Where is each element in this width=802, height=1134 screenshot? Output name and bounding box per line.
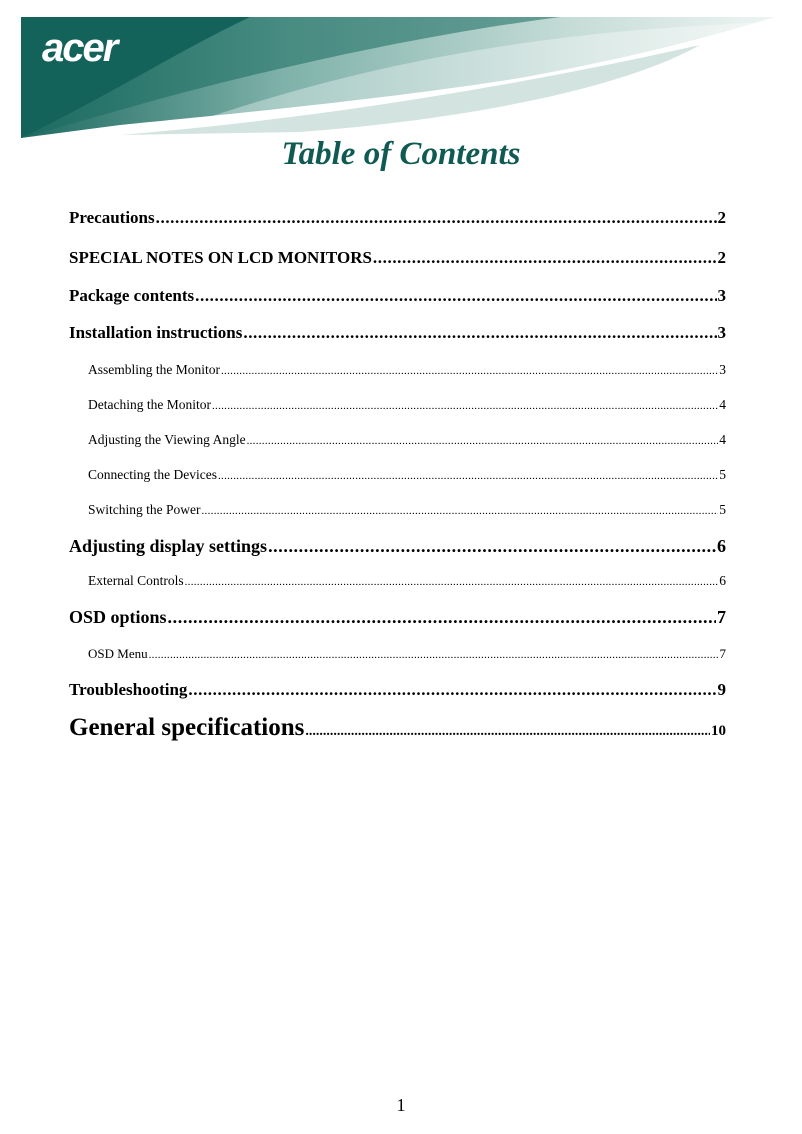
toc-leader-dots (268, 536, 716, 557)
toc-entry-label: OSD Menu (88, 646, 148, 661)
toc-leader-dots (212, 400, 718, 412)
toc-entry-page: 9 (717, 680, 726, 699)
toc-leader-dots (373, 248, 717, 268)
toc-entry-troubleshooting[interactable] (69, 680, 726, 700)
toc-entry-connecting[interactable] (88, 467, 726, 483)
toc-entry-label: Detaching the Monitor (88, 397, 211, 412)
toc-entry-detaching[interactable] (88, 397, 726, 413)
toc-entry-label: Switching the Power (88, 502, 201, 517)
toc-entry-label: Adjusting display settings (69, 536, 268, 556)
toc-leader-dots (202, 505, 719, 517)
page-title: Table of Contents (281, 136, 521, 172)
toc-entry-osd-options[interactable] (69, 607, 726, 628)
toc-leader-dots (243, 323, 716, 343)
toc-entry-page: 6 (719, 573, 726, 588)
toc-leader-dots (185, 576, 719, 588)
toc-leader-dots (247, 435, 719, 447)
toc-leader-dots (305, 724, 710, 740)
toc-entry-package-contents[interactable] (69, 286, 726, 306)
toc-entry-page: 4 (719, 432, 726, 447)
toc-entry-label: OSD options (69, 607, 167, 627)
toc-entry-page: 7 (717, 607, 726, 627)
toc-entry-label: External Controls (88, 573, 184, 588)
toc-entry-viewing-angle[interactable] (88, 432, 726, 448)
toc-entry-label: Assembling the Monitor (88, 362, 220, 377)
toc-entry-label: General specifications (69, 714, 305, 741)
toc-entry-label: Installation instructions (69, 323, 243, 342)
toc-entry-precautions[interactable] (69, 208, 726, 228)
toc-entry-label: Package contents (69, 286, 195, 305)
toc-entry-page: 3 (717, 286, 726, 305)
toc-leader-dots (168, 607, 716, 628)
toc-entry-label: Connecting the Devices (88, 467, 217, 482)
toc-entry-page: 6 (717, 536, 726, 556)
toc-leader-dots (218, 470, 718, 482)
toc-entry-osd-menu[interactable] (88, 646, 726, 662)
toc-entry-page: 3 (719, 362, 726, 377)
toc-entry-label: Adjusting the Viewing Angle (88, 432, 246, 447)
toc-leader-dots (156, 208, 717, 228)
toc-entry-page: 7 (719, 646, 726, 661)
toc-entry-page: 2 (717, 208, 726, 227)
toc-entry-switching-power[interactable] (88, 502, 726, 518)
toc-leader-dots (195, 286, 716, 306)
header-banner (0, 0, 802, 150)
toc-entry-general-specifications[interactable] (69, 714, 726, 742)
toc-leader-dots (221, 365, 718, 377)
toc-entry-adjusting-display[interactable] (69, 536, 726, 557)
toc-entry-label: SPECIAL NOTES ON LCD MONITORS (69, 248, 372, 267)
toc-entry-external-controls[interactable] (88, 573, 726, 589)
toc-entry-installation[interactable] (69, 323, 726, 343)
page-number: 1 (396, 1095, 406, 1115)
toc-entry-special-notes[interactable] (69, 248, 726, 268)
toc-entry-page: 2 (717, 248, 726, 267)
toc-entry-page: 5 (719, 467, 726, 482)
toc-entry-page: 5 (719, 502, 726, 517)
toc-entry-page: 10 (711, 723, 726, 739)
toc-entry-page: 3 (717, 323, 726, 342)
acer-logo: acer (42, 26, 117, 70)
toc-entry-page: 4 (719, 397, 726, 412)
toc-entry-label: Troubleshooting (69, 680, 188, 699)
toc-leader-dots (149, 649, 719, 661)
toc-leader-dots (188, 680, 716, 700)
toc-entry-assembling[interactable] (88, 362, 726, 378)
toc-entry-label: Precautions (69, 208, 155, 227)
